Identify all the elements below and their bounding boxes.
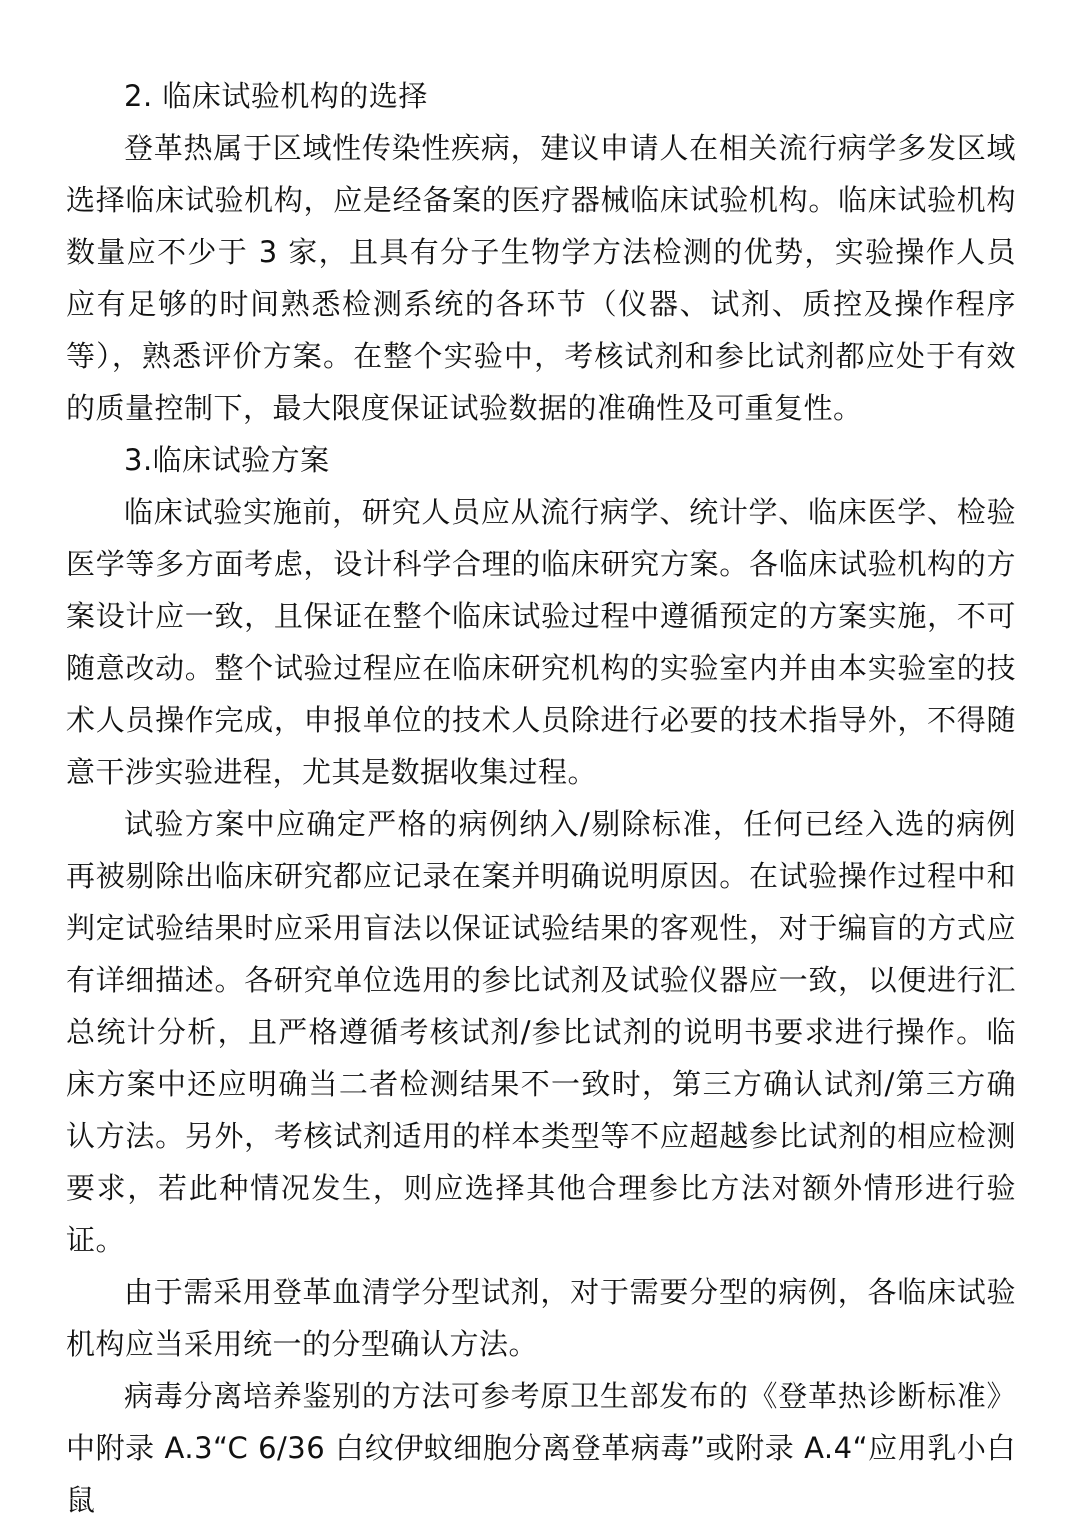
- paragraph-serotyping: 由于需采用登革血清学分型试剂，对于需要分型的病例，各临床试验机构应当采用统一的分型确认方法。: [66, 1275, 1016, 1361]
- section-heading-trial-plan: 3.临床试验方案: [124, 443, 330, 477]
- section-heading-institution: 2. 临床试验机构的选择: [124, 79, 428, 113]
- paragraph-inclusion-criteria: 试验方案中应确定严格的病例纳入/剔除标准，任何已经入选的病例再被剔除出临床研究都应记录在案并明确说明原因。在试验操作过程中和判定试验结果时应采用盲法以保证试验结果的客观性，对于编盲的方式应有详细描述。各研究单位选用的参比试剂及试验仪器应一致，以便进行汇总统计分析，且严格遵循考核试剂/参比试剂的说明书要求进行操作。临床方案中还应明确当二者检测结果不一致时，第三方确认试剂/第三方确认方法。另外，考核试剂适用的样本类型等不应超越参比试剂的相应检测要求，若此种情况发生，则应选择其他合理参比方法对额外情形进行验证。: [66, 807, 1016, 1257]
- paragraph-trial-implementation: 临床试验实施前，研究人员应从流行病学、统计学、临床医学、检验医学等多方面考虑，设计科学合理的临床研究方案。各临床试验机构的方案设计应一致，且保证在整个临床试验过程中遵循预定的方案实施，不可随意改动。整个试验过程应在临床研究机构的实验室内并由本实验室的技术人员操作完成，申报单位的技术人员除进行必要的技术指导外，不得随意干涉实验进程，尤其是数据收集过程。: [66, 495, 1016, 789]
- paragraph-virus-isolation: 病毒分离培养鉴别的方法可参考原卫生部发布的《登革热诊断标准》中附录 A.3“C 6/36 白纹伊蚊细胞分离登革病毒”或附录 A.4“应用乳小白鼠: [66, 1379, 1016, 1517]
- paragraph-institution-selection: 登革热属于区域性传染性疾病，建议申请人在相关流行病学多发区域选择临床试验机构，应是经备案的医疗器械临床试验机构。临床试验机构数量应不少于 3 家，且具有分子生物学方法检测的优势，实验操作人员应有足够的时间熟悉检测系统的各环节（仪器、试剂、质控及操作程序等），熟悉评价方案。在整个实验中，考核试剂和参比试剂都应处于有效的质量控制下，最大限度保证试验数据的准确性及可重复性。: [66, 131, 1016, 425]
- document-page: [66, 70, 1016, 1526]
